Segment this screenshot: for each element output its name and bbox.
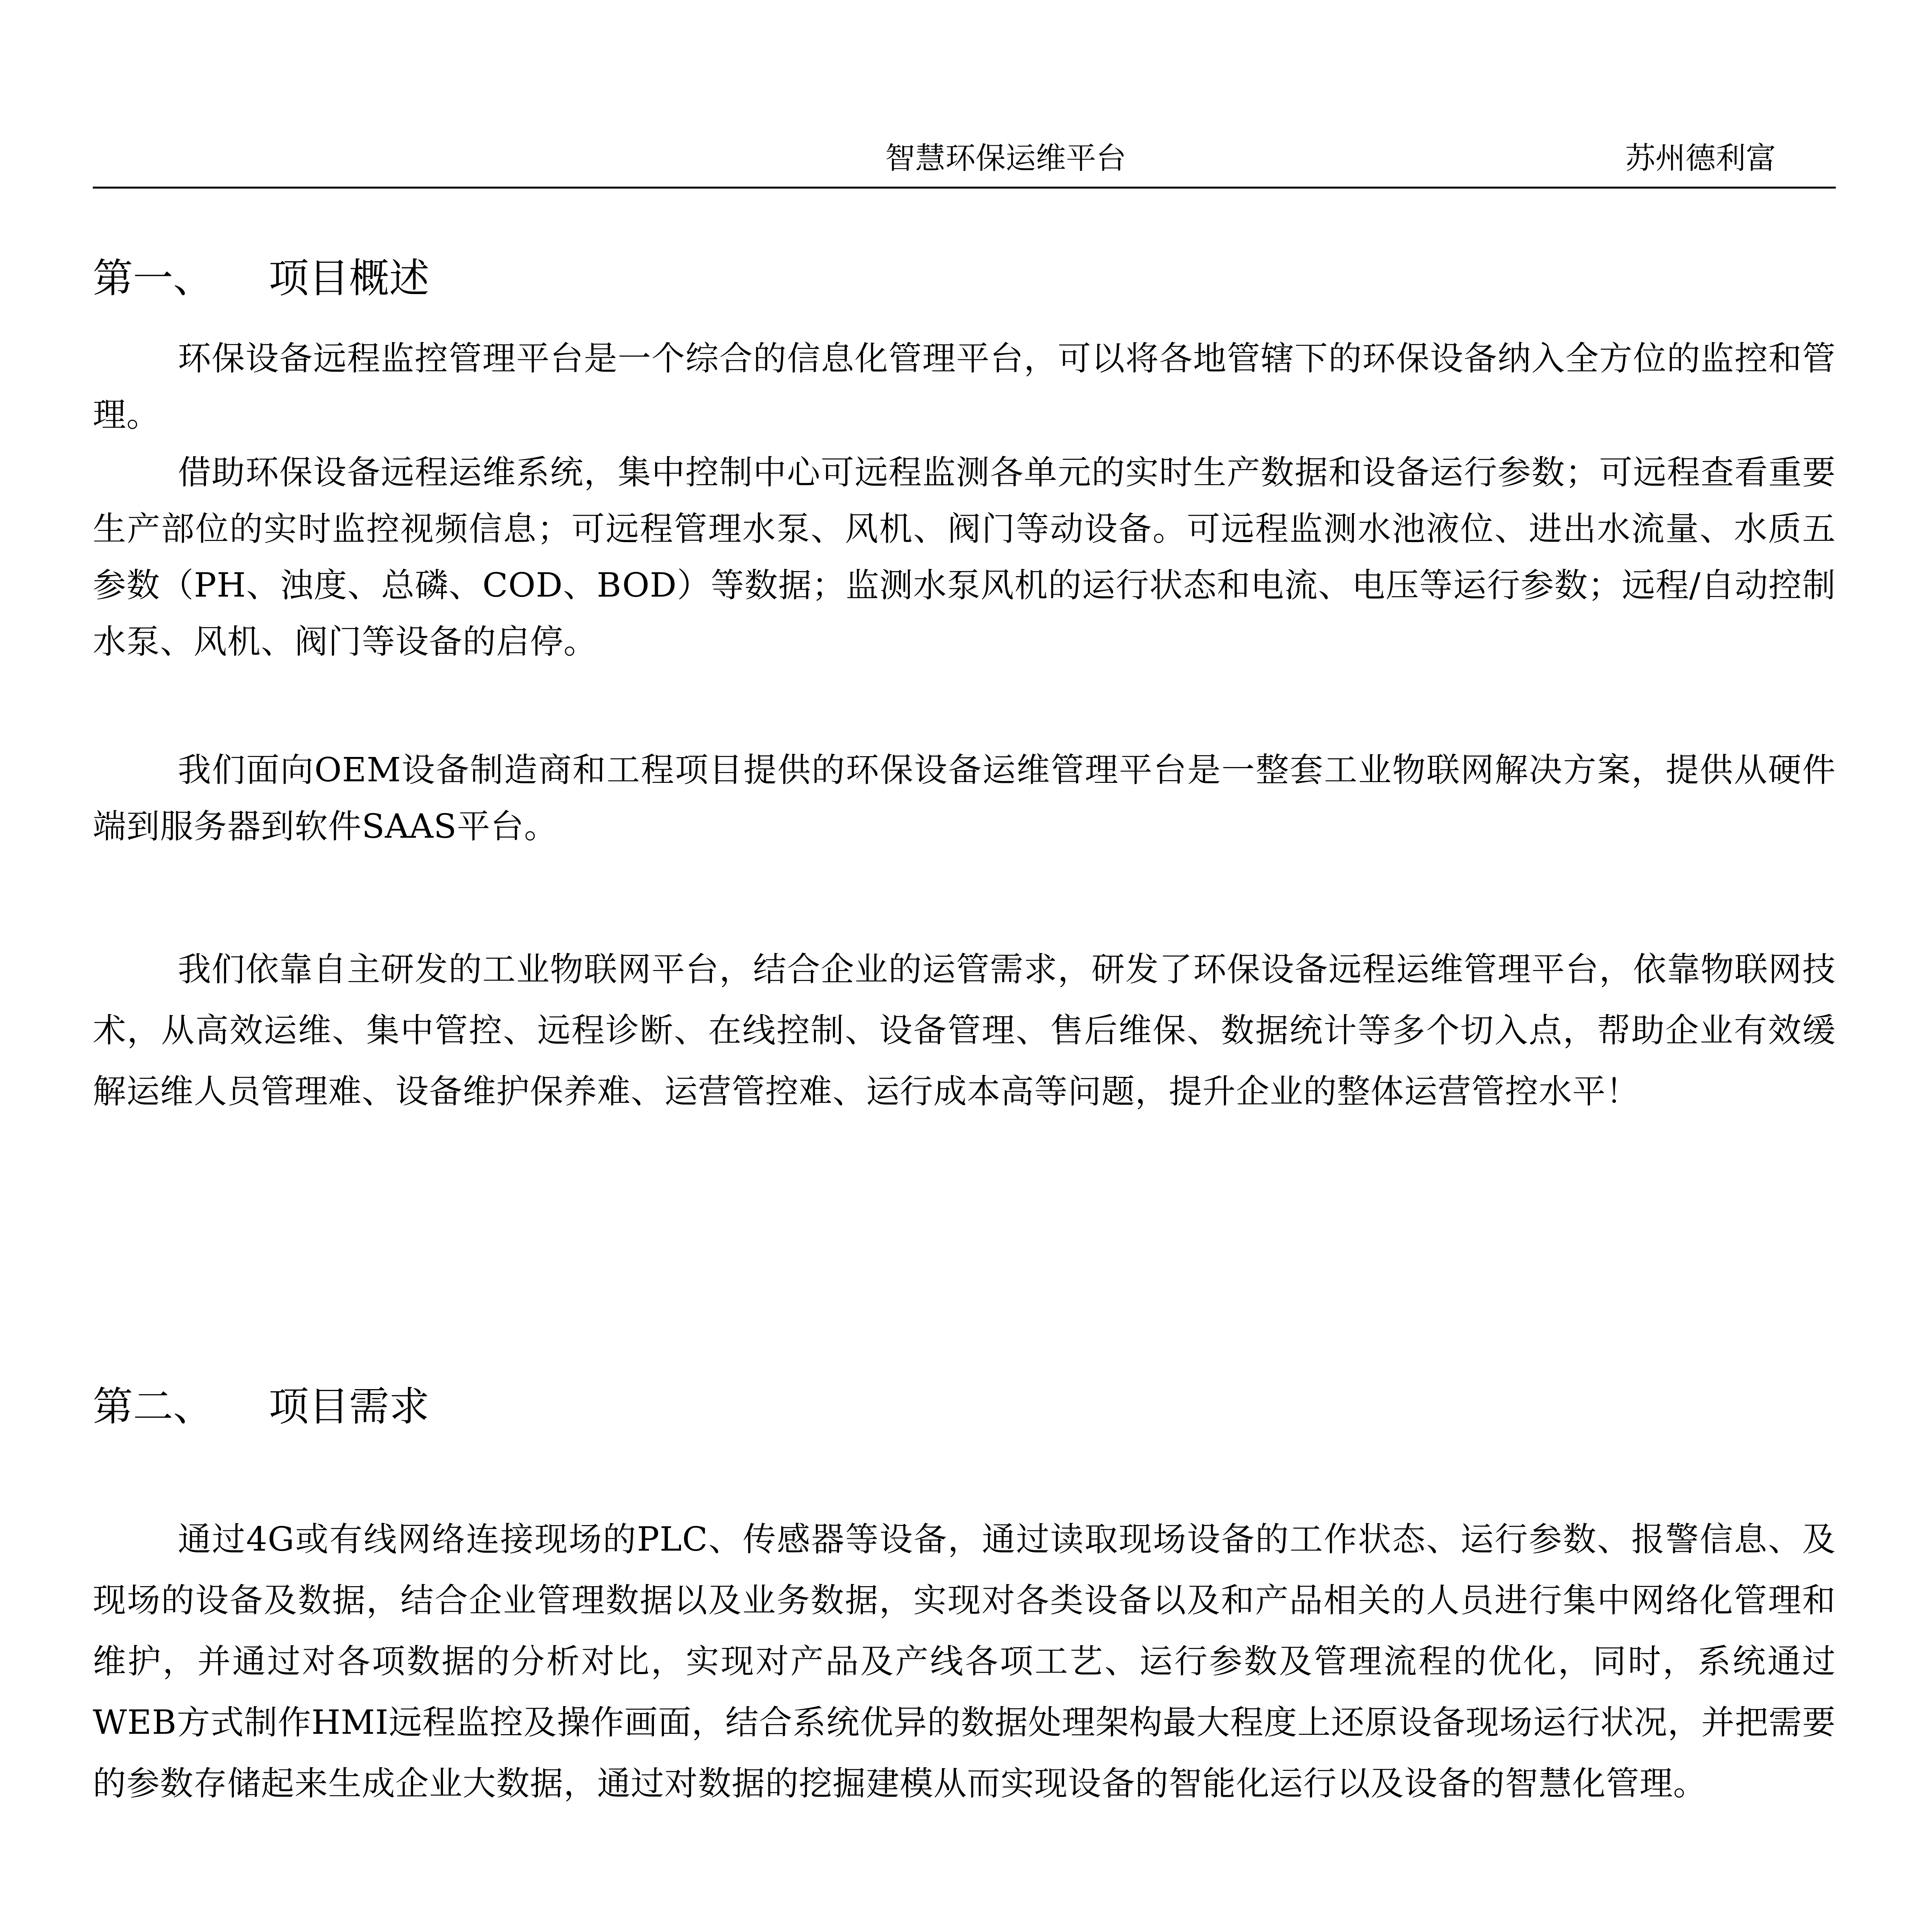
paragraph: 环保设备远程监控管理平台是一个综合的信息化管理平台，可以将各地管辖下的环保设备纳入全方位的监控和管理。 — [93, 339, 1836, 434]
header-divider — [93, 187, 1836, 189]
header-company: 苏州德利富 — [1625, 141, 1776, 176]
section-number: 第二、 — [93, 1383, 214, 1430]
section-title: 项目需求 — [269, 1383, 430, 1430]
section-heading-requirements — [93, 1381, 429, 1432]
paragraph: 我们依靠自主研发的工业物联网平台，结合企业的运管需求，研发了环保设备远程运维管理平台，依靠物联网技术，从高效运维、集中管控、远程诊断、在线控制、设备管理、售后维保、数据统计等多个切入点，帮助企业有效缓解运维人员管理难、设备维护保养难、运营管控难、运行成本高等问题，提升企业的整体运营管控水平！ — [93, 950, 1836, 1111]
paragraph: 通过4G或有线网络连接现场的PLC、传感器等设备，通过读取现场设备的工作状态、运行参数、报警信息、及现场的设备及数据，结合企业管理数据以及业务数据，实现对各类设备以及和产品相关的人员进行集中网络化管理和维护，并通过对各项数据的分析对比，实现对产品及产线各项工艺、运行参数及管理流程的优化，同时，系统通过WEB方式制作HMI远程监控及操作画面，结合系统优异的数据处理架构最大程度上还原设备现场运行状况，并把需要的参数存储起来生成企业大数据，通过对数据的挖掘建模从而实现设备的智能化运行以及设备的智慧化管理。 — [93, 1520, 1836, 1803]
paragraph: 我们面向OEM设备制造商和工程项目提供的环保设备运维管理平台是一整套工业物联网解决方案，提供从硬件端到服务器到软件SAAS平台。 — [93, 751, 1836, 846]
section-title: 项目概述 — [269, 255, 430, 302]
paragraph: 借助环保设备远程运维系统，集中控制中心可远程监测各单元的实时生产数据和设备运行参数；可远程查看重要生产部位的实时监控视频信息；可远程管理水泵、风机、阀门等动设备。可远程监测水池液位、进出水流量、水质五参数（PH、浊度、总磷、COD、BOD）等数据；监测水泵风机的运行状态和电流、电压等运行参数；远程/自动控制水泵、风机、阀门等设备的启停。 — [93, 453, 1836, 661]
section-heading-overview — [93, 253, 429, 303]
section-number: 第一、 — [93, 255, 214, 302]
header-title: 智慧环保运维平台 — [885, 141, 1127, 176]
